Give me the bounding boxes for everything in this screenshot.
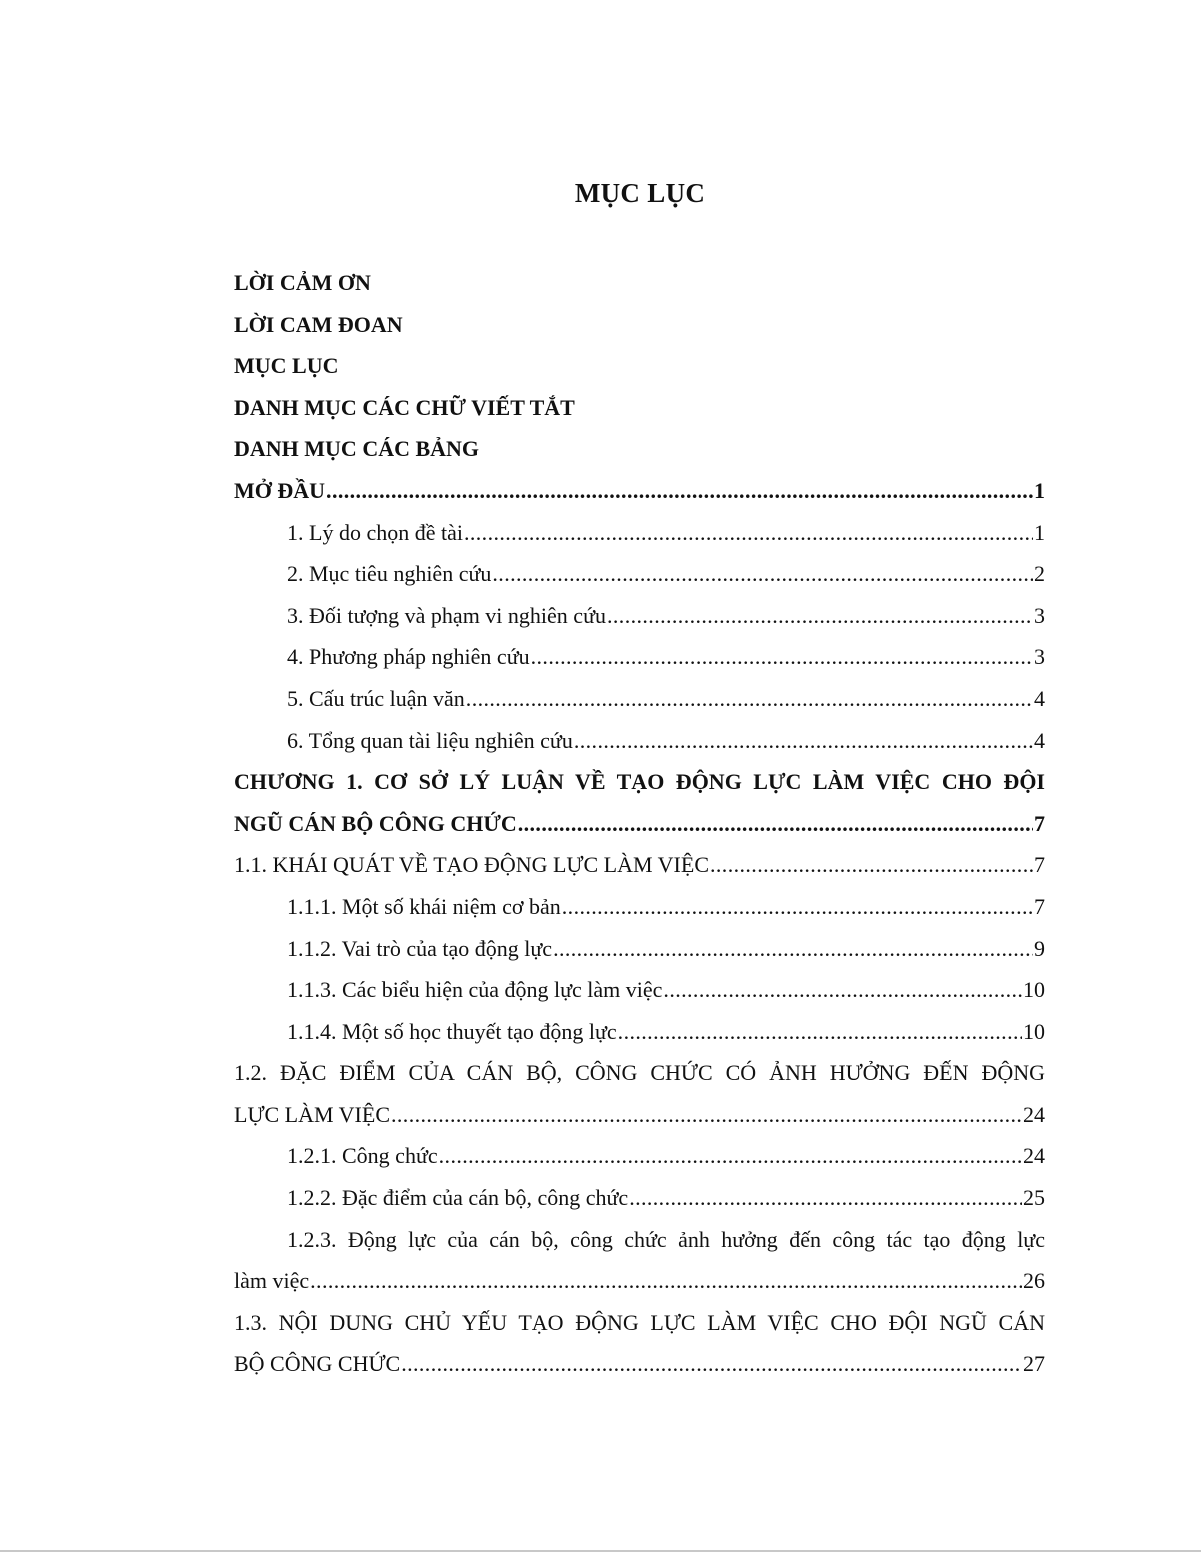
toc-section-heading-cont xyxy=(234,1094,1045,1136)
toc-page-number: 9 xyxy=(1034,935,1045,961)
toc-front-matter-item: LỜI CẢM ƠN xyxy=(234,270,371,295)
dot-leader xyxy=(574,720,1033,762)
toc-page-number: 3 xyxy=(1034,644,1045,670)
toc-page-number: 4 xyxy=(1034,727,1045,753)
toc-section-heading: 1.3. NỘI DUNG CHỦ YẾU TẠO ĐỘNG LỰC LÀM VIỆC CHO ĐỘI NGŨ CÁN xyxy=(234,1309,1045,1335)
toc-entry-text: 1. Lý do chọn đề tài xyxy=(287,519,463,545)
toc-entry-text: 1.1.4. Một số học thuyết tạo động lực xyxy=(287,1018,617,1044)
toc-entry-text: BỘ CÔNG CHỨC xyxy=(234,1351,401,1377)
toc-entry-text: 1.1.1. Một số khái niệm cơ bản xyxy=(287,893,561,919)
toc-entry-text: 4. Phương pháp nghiên cứu xyxy=(287,644,530,670)
dot-leader xyxy=(326,470,1033,512)
toc-subsection-heading: 1.2.3. Động lực của cán bộ, công chức ảnh hưởng đến công tác tạo động lực xyxy=(287,1226,1045,1252)
toc-entry xyxy=(234,720,1045,762)
toc-page-number: 10 xyxy=(1023,977,1045,1003)
toc-entry-text: 1.1.3. Các biểu hiện của động lực làm việc xyxy=(287,977,663,1003)
toc-entry-text: 1.2.2. Đặc điểm của cán bộ, công chức xyxy=(287,1185,629,1211)
toc-page-number: 24 xyxy=(1023,1101,1045,1127)
toc-entry-text: MỞ ĐẦU xyxy=(234,477,326,503)
toc-page-number: 25 xyxy=(1023,1185,1045,1211)
toc-section-heading-cont xyxy=(234,1343,1045,1385)
dot-leader xyxy=(464,512,1033,554)
toc-subsection xyxy=(234,1135,1045,1177)
toc-page-number: 7 xyxy=(1034,893,1045,919)
toc-entry-text: LỰC LÀM VIỆC xyxy=(234,1101,390,1127)
toc-page-number: 1 xyxy=(1034,519,1045,545)
toc-subsection xyxy=(234,928,1045,970)
dot-leader xyxy=(562,886,1033,928)
dot-leader xyxy=(466,678,1033,720)
toc-entry-text: 1.1.2. Vai trò của tạo động lực xyxy=(287,935,553,961)
toc-entry xyxy=(234,553,1045,595)
toc-page-number: 27 xyxy=(1023,1351,1045,1377)
dot-leader xyxy=(553,928,1033,970)
page-bottom-edge xyxy=(0,1550,1201,1552)
dot-leader xyxy=(618,1011,1022,1053)
toc-page-number: 24 xyxy=(1023,1143,1045,1169)
toc-page-number: 26 xyxy=(1023,1268,1045,1294)
dot-leader xyxy=(629,1177,1022,1219)
toc-front-matter-item: DANH MỤC CÁC BẢNG xyxy=(234,436,480,462)
dot-leader xyxy=(531,636,1033,678)
toc-section-heading: 1.2. ĐẶC ĐIỂM CỦA CÁN BỘ, CÔNG CHỨC CÓ ẢNH HƯỞNG ĐẾN ĐỘNG xyxy=(234,1060,1045,1086)
toc-page-number: 4 xyxy=(1034,685,1045,711)
dot-leader xyxy=(401,1343,1022,1385)
toc-entry-text: 1.1. KHÁI QUÁT VỀ TẠO ĐỘNG LỰC LÀM VIỆC xyxy=(234,852,709,878)
toc-entry-text: 5. Cấu trúc luận văn xyxy=(287,685,465,711)
toc-entry-text: 2. Mục tiêu nghiên cứu xyxy=(287,561,492,587)
toc-entry xyxy=(234,595,1045,637)
toc-page-number: 3 xyxy=(1034,602,1045,628)
toc-page-number: 10 xyxy=(1023,1018,1045,1044)
dot-leader xyxy=(663,969,1022,1011)
dot-leader xyxy=(391,1094,1022,1136)
toc-entry-text: làm việc xyxy=(234,1268,310,1294)
dot-leader xyxy=(518,803,1033,845)
toc-entry-text: 1.2.1. Công chức xyxy=(287,1143,438,1169)
toc-entry xyxy=(234,636,1045,678)
toc-entry-mo-dau xyxy=(234,470,1045,512)
dot-leader xyxy=(439,1135,1022,1177)
toc-entry-text: 6. Tổng quan tài liệu nghiên cứu xyxy=(287,727,573,753)
table-of-contents xyxy=(234,262,1045,1385)
toc-front-matter-item: DANH MỤC CÁC CHỮ VIẾT TẮT xyxy=(234,394,575,420)
toc-section xyxy=(234,844,1045,886)
toc-entry-text: NGŨ CÁN BỘ CÔNG CHỨC xyxy=(234,810,517,836)
page-title: MỤC LỤC xyxy=(574,178,706,208)
toc-front-matter-item: MỤC LỤC xyxy=(234,353,339,379)
toc-page-number: 1 xyxy=(1034,477,1045,503)
toc-entry-text: 3. Đối tượng và phạm vi nghiên cứu xyxy=(287,602,606,628)
toc-subsection xyxy=(234,1011,1045,1053)
toc-subsection xyxy=(234,969,1045,1011)
toc-chapter-heading-cont xyxy=(234,803,1045,845)
dot-leader xyxy=(310,1260,1022,1302)
toc-page-number: 7 xyxy=(1034,810,1045,836)
dot-leader xyxy=(492,553,1033,595)
toc-page-number: 7 xyxy=(1034,852,1045,878)
toc-subsection xyxy=(234,886,1045,928)
toc-chapter-heading: CHƯƠNG 1. CƠ SỞ LÝ LUẬN VỀ TẠO ĐỘNG LỰC LÀM VIỆC CHO ĐỘI xyxy=(234,769,1045,795)
toc-entry xyxy=(234,512,1045,554)
toc-subsection-heading-cont xyxy=(234,1260,1045,1302)
dot-leader xyxy=(710,844,1033,886)
toc-subsection xyxy=(234,1177,1045,1219)
dot-leader xyxy=(607,595,1033,637)
toc-entry xyxy=(234,678,1045,720)
toc-page-number: 2 xyxy=(1034,561,1045,587)
toc-front-matter-item: LỜI CAM ĐOAN xyxy=(234,311,403,337)
